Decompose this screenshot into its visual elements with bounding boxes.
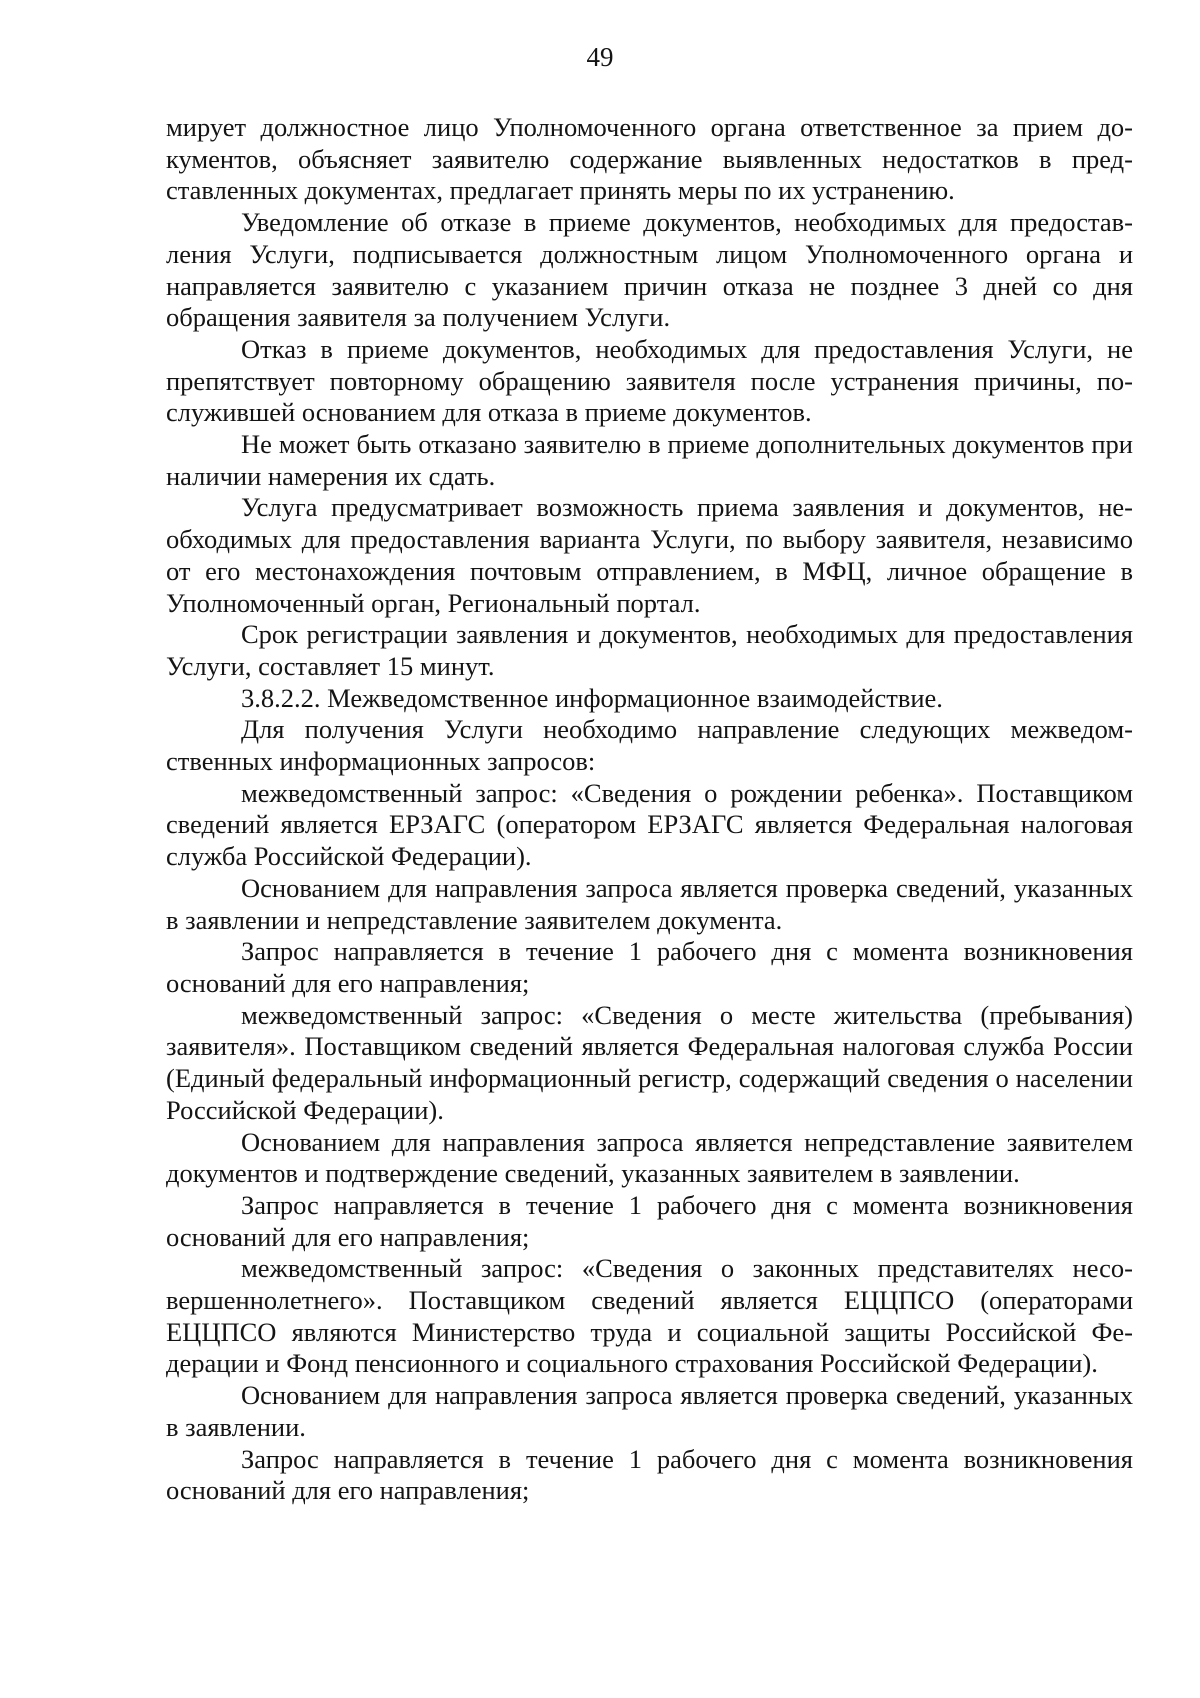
paragraph: Основанием для направления запроса является проверка сведений, указанных в заявлении. [166, 1380, 1133, 1442]
paragraph: Уведомление об отказе в приеме документов, необходимых для предоставления Услуги, подписывается должностным лицом Уполномоченного органа и направляется заявителю с указанием причин отказа не позднее 3 дней со дня обращения заявителя за получением Услуги. [166, 207, 1133, 333]
paragraph: Запрос направляется в течение 1 рабочего дня с момента возникновения оснований для его направления; [166, 1189, 1133, 1252]
document-body [166, 112, 1133, 1507]
paragraph: межведомственный запрос: «Сведения о месте жительства (пребывания) заявителя». Поставщиком сведений является Федеральная налоговая служба России (Единый федеральный информационный регистр, содержащий сведения о населении Российской Федерации). [166, 999, 1133, 1125]
paragraph: межведомственный запрос: «Сведения о законных представителях несовершеннолетнего». Поставщиком сведений является ЕЦЦПСО (операторами ЕЦЦПСО являются Министерство труда и социальной защиты Российской Федерации и Фонд пенсионного и социального страхования Российской Федерации). [166, 1253, 1133, 1379]
section-heading: 3.8.2.2. Межведомственное информационное взаимодействие. [241, 682, 943, 713]
paragraph: Основанием для направления запроса является проверка сведений, указанных в заявлении и непредставление заявителем документа. [166, 872, 1133, 935]
paragraph: Срок регистрации заявления и документов, необходимых для предоставления Услуги, составляет 15 минут. [166, 619, 1133, 681]
paragraph: Не может быть отказано заявителю в приеме дополнительных документов при наличии намерения их сдать. [166, 429, 1133, 491]
paragraph: межведомственный запрос: «Сведения о рождении ребенка». Поставщиком сведений является ЕРЗАГС (оператором ЕРЗАГС является Федеральная налоговая служба Российской Федерации). [166, 777, 1133, 872]
page-number: 49 [586, 42, 614, 72]
paragraph: Для получения Услуги необходимо направление следующих межведомственных информационных запросов: [166, 714, 1133, 777]
paragraph: мирует должностное лицо Уполномоченного органа ответственное за прием документов, объясняет заявителю содержание выявленных недостатков в представленных документах, предлагает принять меры по их устранению. [166, 112, 1133, 206]
paragraph: Отказ в приеме документов, необходимых для предоставления Услуги, не препятствует повторному обращению заявителя после устранения причины, послужившей основанием для отказа в приеме документов. [166, 333, 1133, 428]
paragraph: Основанием для направления запроса является непредставление заявителем документов и подтверждение сведений, указанных заявителем в заявлении. [166, 1126, 1133, 1189]
paragraph: Запрос направляется в течение 1 рабочего дня с момента возникновения оснований для его направления; [166, 1443, 1133, 1506]
paragraph: Услуга предусматривает возможность приема заявления и документов, необходимых для предоставления варианта Услуги, по выбору заявителя, независимо от его местонахождения почтовым отправлением, в МФЦ, личное обращение в Уполномоченный орган, Региональный портал. [166, 492, 1133, 618]
paragraph: Запрос направляется в течение 1 рабочего дня с момента возникновения оснований для его направления; [166, 936, 1133, 998]
